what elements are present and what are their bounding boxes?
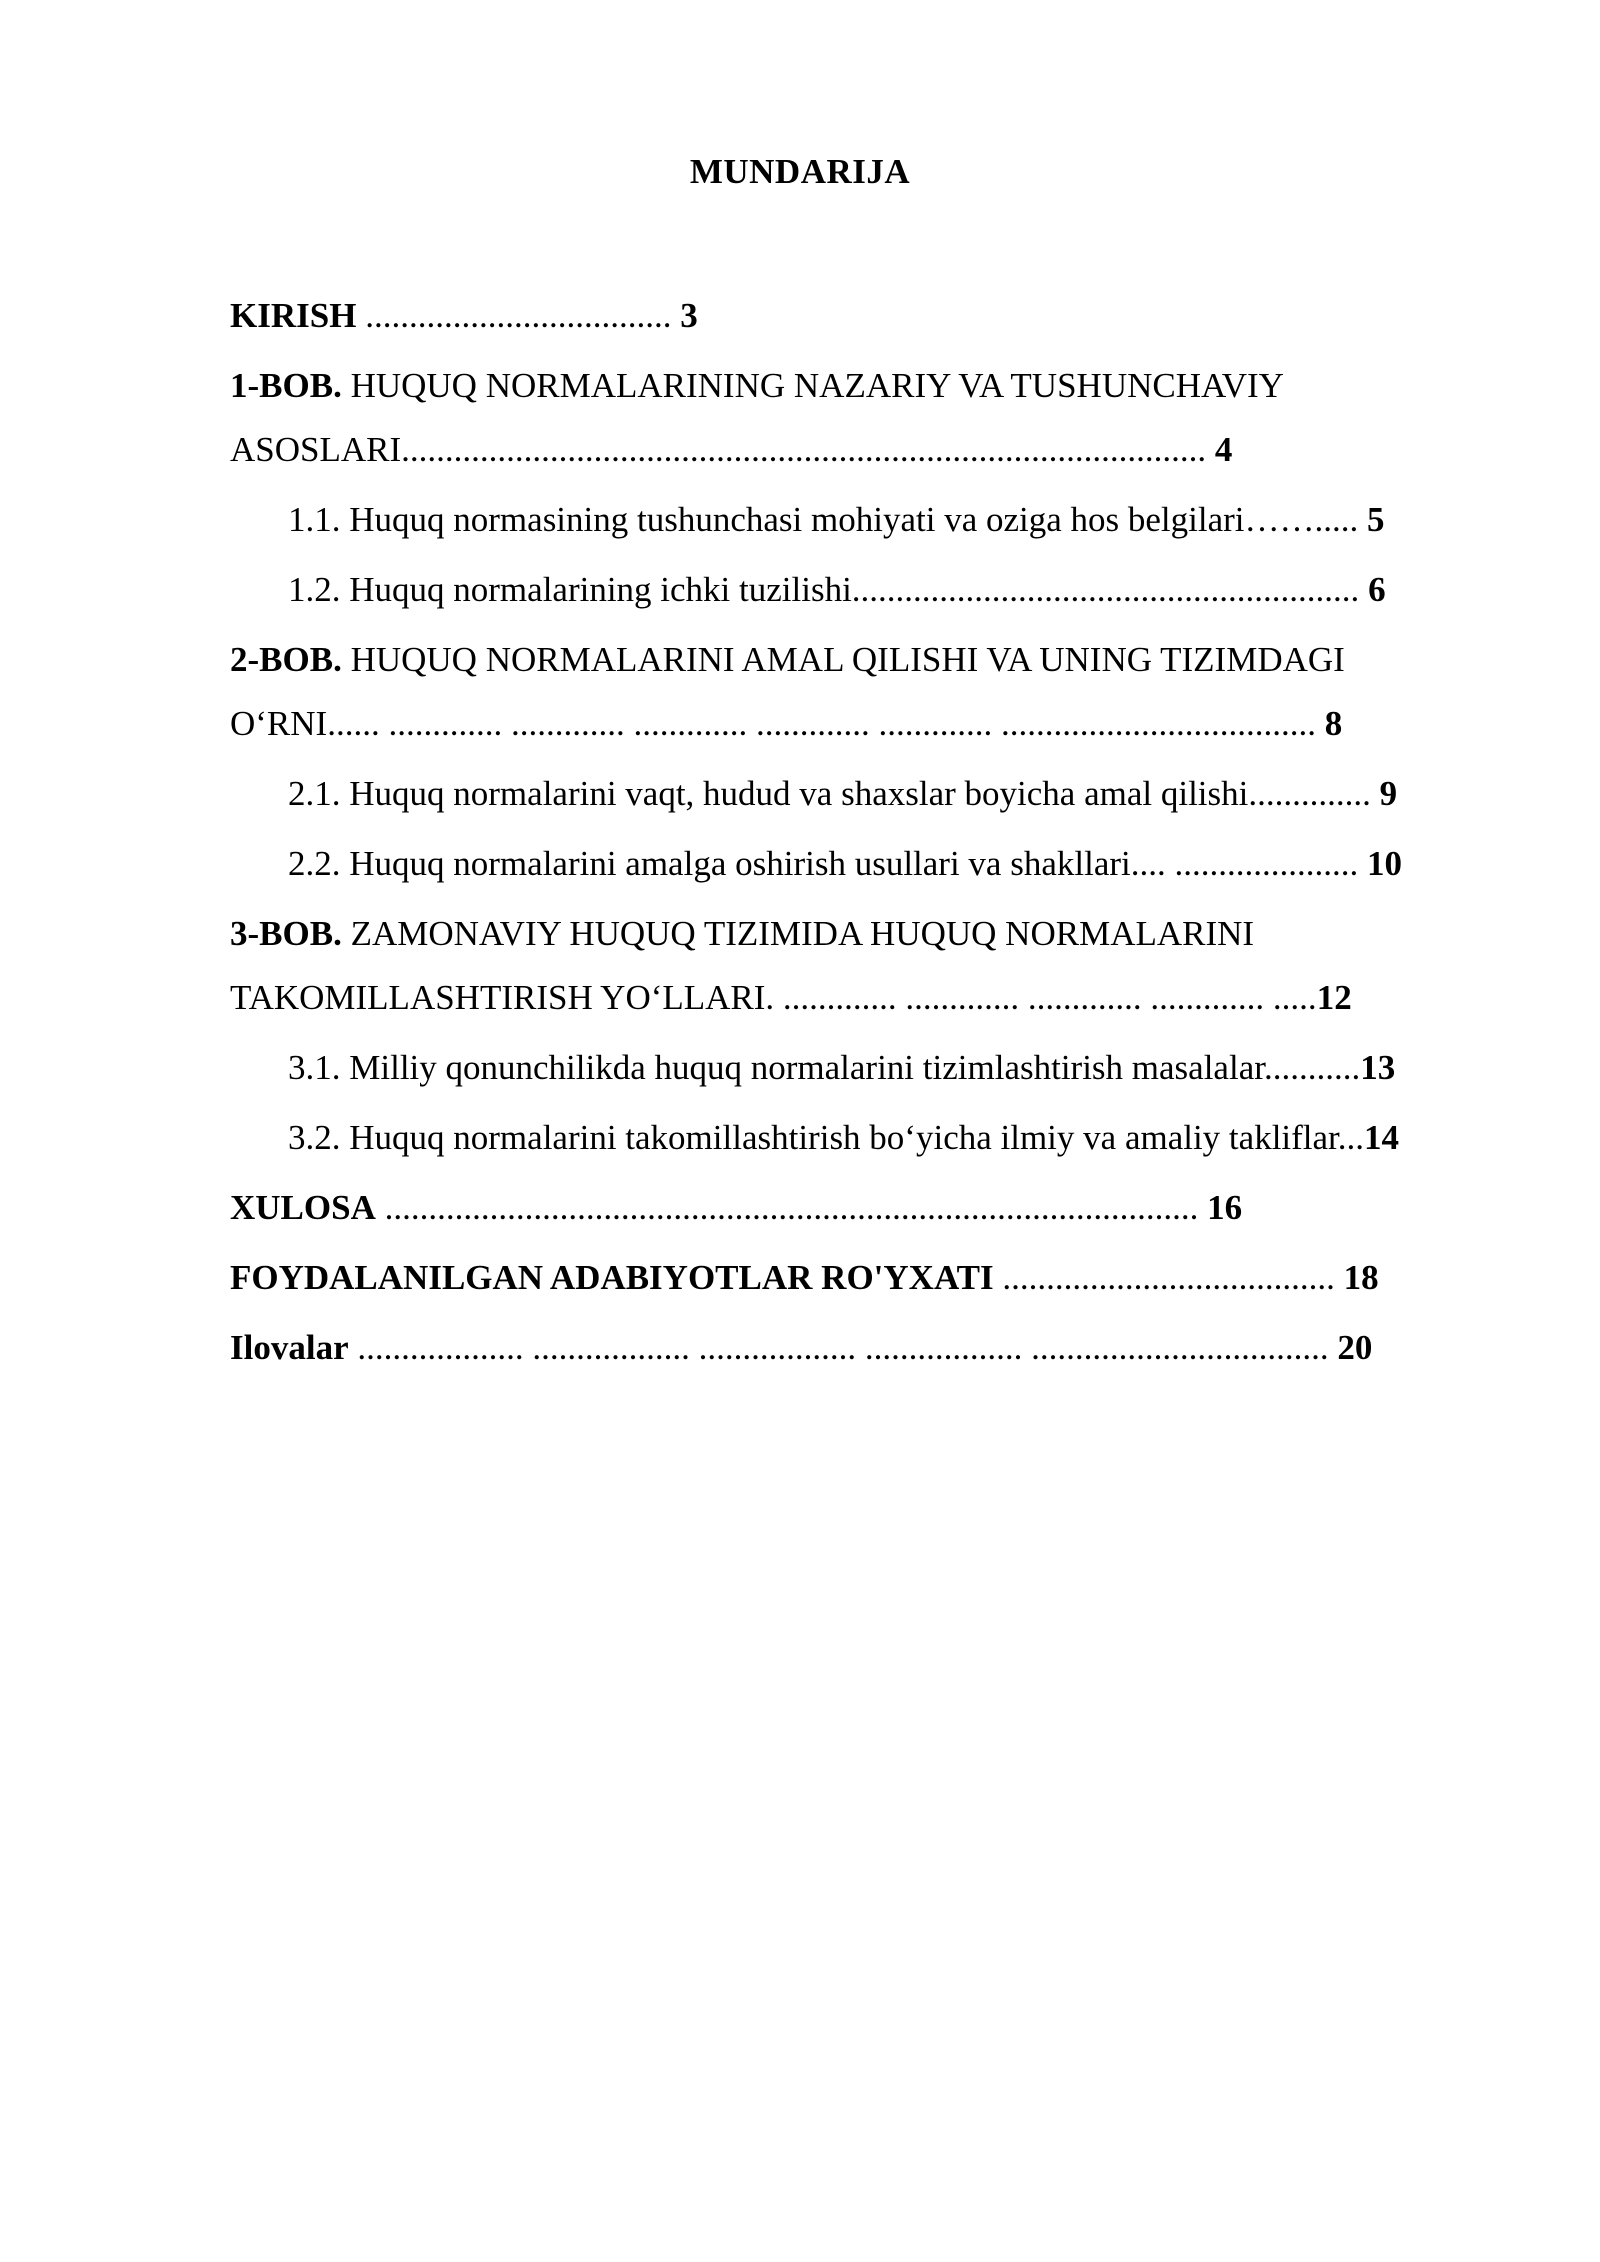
toc-dots: ................................... bbox=[356, 296, 672, 335]
toc-page-number: 16 bbox=[1207, 1188, 1243, 1227]
toc-entry-2-1[interactable] bbox=[288, 774, 1397, 814]
toc-entry-adabiyotlar[interactable] bbox=[230, 1258, 1379, 1298]
toc-dots: ................... .................. .................. .................. .................................. bbox=[348, 1328, 1338, 1367]
toc-section-title: 1.2. Huquq normalarining ichki tuzilishi.......................................................... bbox=[288, 570, 1369, 609]
toc-chapter-title-cont: TAKOMILLASHTIRISH YO‘LLARI. ............. ............. ............. ............. ..... bbox=[230, 978, 1317, 1017]
toc-chapter-prefix: 1-BOB. bbox=[230, 366, 342, 405]
toc-chapter-title: HUQUQ NORMALARINI AMAL QILISHI VA UNING TIZIMDAGI bbox=[341, 640, 1345, 679]
toc-section-title: 3.2. Huquq normalarini takomillashtirish bo‘yicha ilmiy va amaliy takliflar... bbox=[288, 1118, 1365, 1157]
toc-entry-kirish[interactable] bbox=[230, 296, 698, 336]
toc-page-number: 20 bbox=[1337, 1328, 1373, 1367]
toc-page-number: 12 bbox=[1316, 978, 1352, 1017]
toc-page-number: 4 bbox=[1206, 430, 1233, 469]
toc-section-title: 2.1. Huquq normalarini vaqt, hudud va shaxslar boyicha amal qilishi.............. bbox=[288, 774, 1380, 813]
toc-label: XULOSA bbox=[230, 1188, 376, 1227]
toc-page-number: 6 bbox=[1368, 570, 1386, 609]
toc-entry-bob3-line2[interactable] bbox=[230, 978, 1352, 1018]
toc-page-number: 8 bbox=[1324, 704, 1343, 743]
toc-page-number: 9 bbox=[1379, 774, 1398, 813]
toc-entry-bob1-line1[interactable] bbox=[230, 366, 1284, 406]
toc-label: FOYDALANILGAN ADABIYOTLAR RO'YXATI bbox=[230, 1258, 994, 1297]
toc-entry-bob2-line1[interactable] bbox=[230, 640, 1345, 680]
toc-entry-ilovalar[interactable] bbox=[230, 1328, 1372, 1368]
toc-page-number: 14 bbox=[1364, 1118, 1400, 1157]
toc-page-number: 5 bbox=[1367, 500, 1385, 539]
toc-entry-1-1[interactable] bbox=[288, 500, 1385, 540]
toc-chapter-title-cont: ASOSLARI............................................................................................ bbox=[230, 430, 1207, 469]
toc-dots: ...................................... bbox=[993, 1258, 1344, 1297]
toc-page-number: 13 bbox=[1360, 1048, 1396, 1087]
toc-entry-bob2-line2[interactable] bbox=[230, 704, 1342, 744]
toc-entry-bob3-line1[interactable] bbox=[230, 914, 1254, 954]
toc-label: Ilovalar bbox=[230, 1328, 349, 1367]
toc-entry-1-2[interactable] bbox=[288, 570, 1386, 610]
toc-chapter-title: HUQUQ NORMALARINING NAZARIY VA TUSHUNCHAVIY bbox=[341, 366, 1284, 405]
toc-section-title: 1.1. Huquq normasining tushunchasi mohiyati va oziga hos belgilari……..... bbox=[288, 500, 1368, 539]
toc-page-number: 10 bbox=[1366, 844, 1402, 883]
toc-chapter-title: ZAMONAVIY HUQUQ TIZIMIDA HUQUQ NORMALARINI bbox=[341, 914, 1255, 953]
toc-chapter-prefix: 2-BOB. bbox=[230, 640, 342, 679]
toc-entry-3-1[interactable] bbox=[288, 1048, 1395, 1088]
toc-label: KIRISH bbox=[230, 296, 357, 335]
toc-chapter-prefix: 3-BOB. bbox=[230, 914, 342, 953]
page-title: MUNDARIJA bbox=[689, 152, 911, 191]
toc-section-title: 2.2. Huquq normalarini amalga oshirish usullari va shakllari.... ..................... bbox=[288, 844, 1367, 883]
toc-chapter-title-cont: O‘RNI...... ............. ............. ............. ............. ............. .................................... bbox=[230, 704, 1325, 743]
toc-section-title: 3.1. Milliy qonunchilikda huquq normalarini tizimlashtirish masalalar........... bbox=[288, 1048, 1361, 1087]
toc-dots: ............................................................................................. bbox=[375, 1188, 1208, 1227]
toc-page-number: 3 bbox=[671, 296, 698, 335]
toc-page-number: 18 bbox=[1343, 1258, 1379, 1297]
toc-entry-3-2[interactable] bbox=[288, 1118, 1399, 1158]
toc-entry-bob1-line2[interactable] bbox=[230, 430, 1232, 470]
toc-entry-xulosa[interactable] bbox=[230, 1188, 1242, 1228]
toc-entry-2-2[interactable] bbox=[288, 844, 1402, 884]
